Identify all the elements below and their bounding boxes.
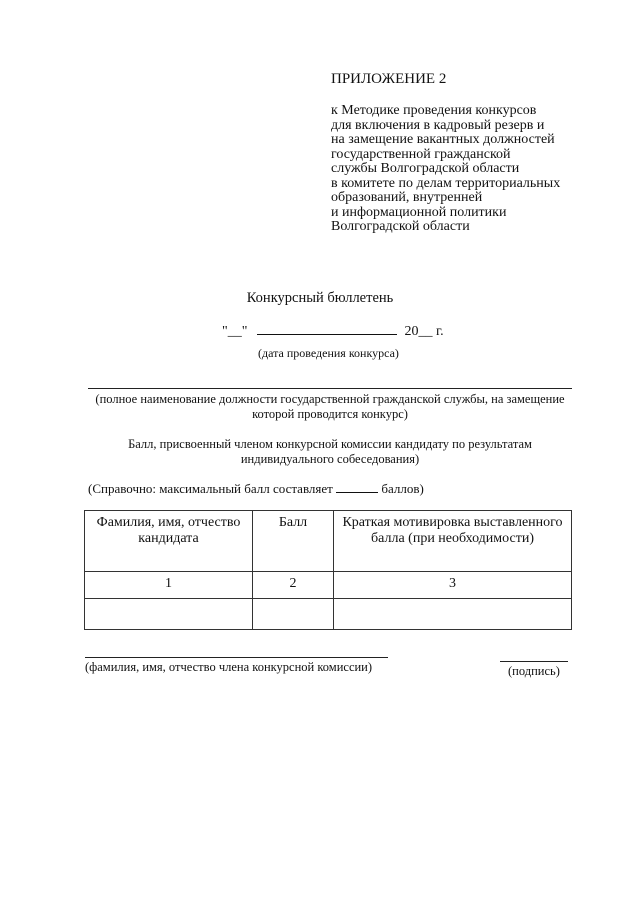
position-name-blank[interactable] <box>88 388 572 389</box>
max-score-prefix: (Справочно: максимальный балл составляет <box>88 481 333 496</box>
score-description: Балл, присвоенный членом конкурсной комиссии кандидату по результатам индивидуального собеседования) <box>128 437 532 466</box>
table-cell-motivation[interactable] <box>334 599 572 630</box>
position-caption: (полное наименование должности государственной гражданской службы, на замещение которой проводится конкурс) <box>95 392 565 421</box>
date-month-blank[interactable] <box>257 333 397 335</box>
appendix-reference-line: службы Волгоградской области <box>331 161 520 176</box>
max-score-note <box>88 481 424 497</box>
appendix-reference-line: Волгоградской области <box>331 219 470 234</box>
date-year-field: 20__ г. <box>404 324 444 339</box>
column-number: 3 <box>334 572 572 599</box>
bulletin-title: Конкурсный бюллетень <box>246 290 394 306</box>
appendix-reference-line: для включения в кадровый резерв и <box>331 117 545 133</box>
appendix-reference <box>331 104 591 235</box>
header-motivation: Краткая мотивировка выставленного балла (при необходимости) <box>334 511 572 572</box>
member-name-blank[interactable] <box>85 657 388 658</box>
signature-caption: (подпись) <box>508 664 560 678</box>
appendix-reference-line: в комитете по делам территориальных <box>331 175 561 191</box>
max-score-blank[interactable] <box>336 491 378 493</box>
max-score-suffix: баллов) <box>381 481 424 496</box>
table-row <box>85 599 572 630</box>
header-full-name: Фамилия, имя, отчество кандидата <box>85 511 253 572</box>
appendix-reference-line: к Методике проведения конкурсов <box>331 103 537 118</box>
appendix-reference-line: государственной гражданской <box>331 146 511 162</box>
table-number-row <box>85 572 572 599</box>
results-table <box>84 510 572 630</box>
appendix-reference-line: образований, внутренней <box>331 190 483 205</box>
signature-blank[interactable] <box>500 661 568 662</box>
table-cell-score[interactable] <box>253 599 334 630</box>
appendix-reference-line: и информационной политики <box>331 204 507 220</box>
column-number: 2 <box>253 572 334 599</box>
date-day-field: "__" <box>222 324 248 339</box>
table-cell-name[interactable] <box>85 599 253 630</box>
date-caption: (дата проведения конкурса) <box>258 346 399 360</box>
appendix-reference-line: на замещение вакантных должностей <box>331 132 555 147</box>
table-header-row <box>85 511 572 572</box>
member-name-caption: (фамилия, имя, отчество члена конкурсной комиссии) <box>85 660 373 674</box>
header-score: Балл <box>253 511 334 572</box>
date-field[interactable] <box>222 324 444 340</box>
column-number: 1 <box>85 572 253 599</box>
appendix-title: ПРИЛОЖЕНИЕ 2 <box>331 71 447 87</box>
